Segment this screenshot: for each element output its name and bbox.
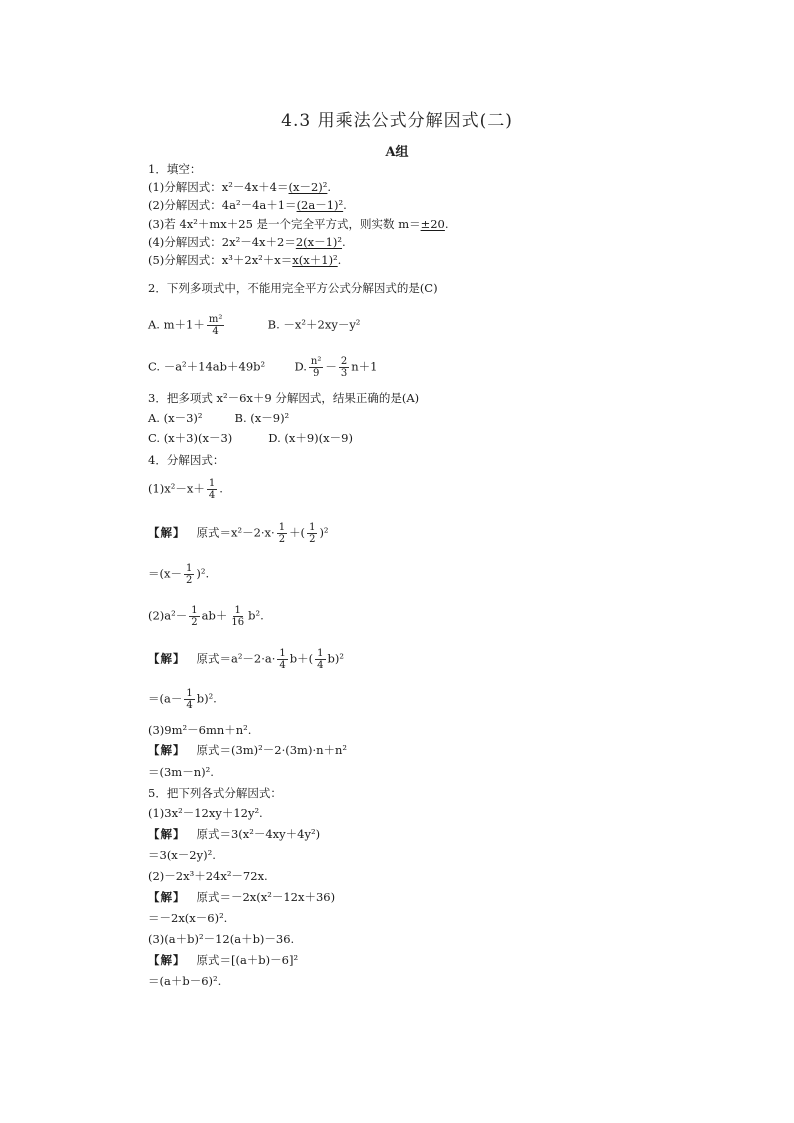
q4-heading: 4．分解因式： [148,453,225,467]
q1-item-3: (3)若 4x²＋mx＋25 是一个完全平方式，则实数 m＝±20. [148,217,449,231]
q4-result-2: ＝(a－ $\frac{1}{4}$ b)². [148,688,217,711]
q3-options-cd: C. (x＋3)(x－3) D. (x＋9)(x－9) [148,431,353,445]
q5-solution-2: 【解】 原式＝－2x(x²－12x＋36) [148,890,336,904]
fraction: $\frac{1}{2}$ [191,605,198,628]
q5-result-3: ＝(a＋b－6)². [148,974,222,988]
answer-blank: x(x＋1)² [292,253,338,267]
q2-heading: 2．下列多项式中，不能用完全平方公式分解因式的是(C) [148,281,438,295]
fraction: $\frac{2}{3}$ [340,356,348,379]
q5-part-2: (2)－2x³＋24x²－72x. [148,869,268,883]
fraction: $\frac{\text{m²}}{4}$ [208,314,223,337]
q4-part-1: (1)x²－x＋ $\frac{1}{4}$ . [148,478,223,501]
q2-options-cd: C. －a²＋14ab＋49b² D. $\frac{\text{n²}}{9}$ － $\frac{2}{3}$ n＋1 [148,356,378,379]
q5-part-1: (1)3x²－12xy＋12y². [148,806,263,820]
q5-solution-3: 【解】 原式＝[(a＋b)－6]² [148,953,299,967]
q4-result-1: ＝(x－ $\frac{1}{2}$ )². [148,563,210,586]
fraction: $\frac{1}{2}$ [278,522,286,545]
q1-item-5: (5)分解因式：x³＋2x²＋x＝x(x＋1)². [148,253,342,267]
group-heading: A组 [385,145,409,160]
answer-blank: 2(x－1)² [295,235,343,249]
fraction: $\frac{\text{n²}}{9}$ [310,356,322,379]
q5-result-2: ＝－2x(x－6)². [148,911,228,925]
q4-part-3: (3)9m²－6mn＋n². [148,723,252,737]
q3-options-ab: A. (x－3)² B. (x－9)² [148,411,290,425]
fraction: $\frac{1}{16}$ [231,605,245,628]
q3-heading: 3．把多项式 x²－6x＋9 分解因式，结果正确的是(A) [148,391,420,405]
q2-option-c: C. －a²＋14ab＋49b² [148,359,266,374]
q2-options-ab: A. m＋1＋ $\frac{\text{m²}}{4}$ B. －x²＋2xy－y² [148,314,361,337]
answer-blank: ±20 [420,217,445,231]
answer-blank: (x－2)² [288,180,328,194]
q5-heading: 5．把下列各式分解因式： [148,786,282,800]
q4-solution-2: 【解】 原式＝a²－2·a· $\frac{1}{4}$ b＋( $\frac{1}{4}$ b)² [148,648,344,671]
answer-blank: (2a－1)² [296,198,344,212]
q1-item-1: (1)分解因式：x²－4x＋4＝(x－2)². [148,180,332,194]
fraction: $\frac{1}{2}$ [185,563,193,586]
q4-part-2: (2)a²－ $\frac{1}{2}$ ab＋ $\frac{1}{16}$ b². [148,605,264,628]
q2-option-b: B. －x²＋2xy－y² [267,317,361,332]
q1-item-2: (2)分解因式：4a²－4a＋1＝(2a－1)². [148,198,347,212]
page-title: 4.3 用乘法公式分解因式(二) [281,111,513,131]
q5-part-3: (3)(a＋b)²－12(a＋b)－36. [148,932,295,946]
fraction: $\frac{1}{2}$ [309,522,316,545]
q4-solution-3: 【解】 原式＝(3m)²－2·(3m)·n＋n² [148,743,348,757]
q5-result-1: ＝3(x－2y)². [148,848,216,862]
fraction: $\frac{1}{4}$ [279,648,286,671]
q1-item-4: (4)分解因式：2x²－4x＋2＝2(x－1)². [148,235,346,249]
fraction: $\frac{1}{4}$ [208,478,216,501]
q4-solution-1: 【解】 原式＝x²－2·x· $\frac{1}{2}$ ＋( $\frac{1}{2}$ )² [148,522,329,545]
q5-solution-1: 【解】 原式＝3(x²－4xy＋4y²) [148,827,321,841]
fraction: $\frac{1}{4}$ [317,648,324,671]
q4-result-3: ＝(3m－n)². [148,765,214,779]
q1-heading: 1．填空： [148,162,202,176]
fraction: $\frac{1}{4}$ [186,688,193,711]
